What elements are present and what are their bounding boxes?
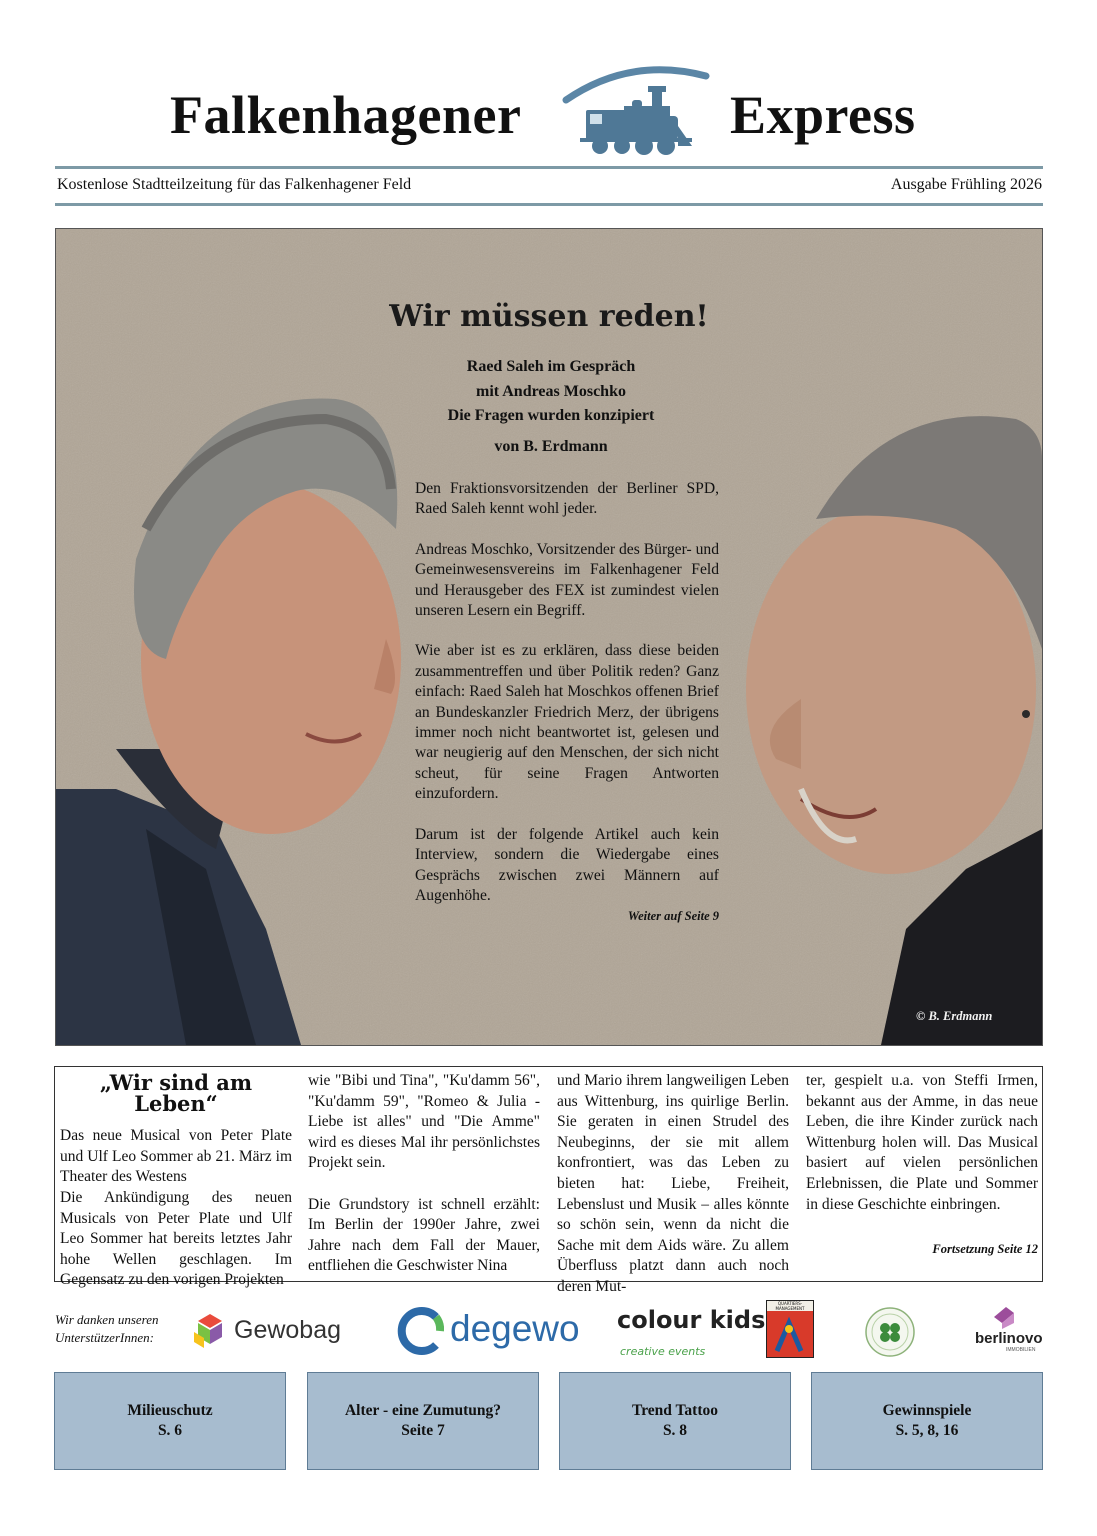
- qm-label: QUARTIERS-MANAGEMENT: [767, 1301, 813, 1311]
- gewobag-logo-icon: [192, 1312, 228, 1350]
- article-column-1: [60, 1071, 292, 1291]
- article-paragraph: Das neue Musical von Peter Plate und Ulf Leo Sommer ab 21. März im Theater des Westens: [60, 1127, 292, 1186]
- article-paragraph: wie "Bibi und Tina", "Ku'damm 56", "Ku'damm 59", "Romeo & Julia - Liebe ist alles" und "Die Amme" wird es dieses Mal ihr persönlichstes Projekt sein.: [308, 1072, 540, 1172]
- article-paragraph: Die Grundstory ist schnell erzählt: Im Berlin der 1990er Jahre, zwei Jahre nach dem Fall der Mauer, entfliehen die Geschwister Nina: [308, 1195, 540, 1275]
- deck-line: mit Andreas Moschko: [476, 382, 626, 400]
- clover-seal-icon: [864, 1306, 916, 1358]
- article-column-3: [557, 1071, 789, 1298]
- degewo-logo-icon: [396, 1307, 444, 1355]
- cover-headline: Wir müssen reden!: [389, 299, 709, 334]
- sponsor-berlinovo: berlinovo: [975, 1330, 1043, 1347]
- teaser-alter[interactable]: [307, 1372, 539, 1470]
- teaser-page: S. 5, 8, 16: [895, 1422, 959, 1439]
- photo-credit: © B. Erdmann: [916, 1009, 993, 1023]
- cover-intro: [415, 479, 719, 926]
- teaser-page: S. 6: [157, 1422, 183, 1439]
- locomotive-icon: [560, 62, 710, 162]
- teaser-milieuschutz[interactable]: [54, 1372, 286, 1470]
- intro-paragraph: Wie aber ist es zu erklären, dass diese beiden zusammentreffen und über Politik reden? Ganz einfach: Raed Saleh hat Moschkos offenen Brief an Bundeskanzler Friedrich Merz, der übrigens immer noch nicht beantwortet ist, gelesen und war neugierig auf den Menschen, der sich nicht scheut, für seine Fragen Antworten einzufordern.: [415, 642, 719, 803]
- masthead-rule-bottom: [55, 203, 1043, 206]
- thanks-line: UnterstützerInnen:: [55, 1330, 154, 1345]
- teaser-title: Trend Tattoo: [632, 1402, 718, 1419]
- edition-label: Ausgabe Frühling 2026: [890, 176, 1042, 193]
- cover-byline: von B. Erdmann: [494, 437, 608, 455]
- intro-paragraph: Den Fraktionsvorsitzenden der Berliner SPD, Raed Saleh kennt wohl jeder.: [415, 480, 719, 518]
- teaser-title: Milieuschutz: [127, 1402, 213, 1419]
- sponsor-gewobag: Gewobag: [234, 1316, 342, 1344]
- teaser-gewinnspiele[interactable]: [811, 1372, 1043, 1470]
- masthead-title-right: Express: [730, 85, 916, 145]
- intro-paragraph: Darum ist der folgende Artikel auch kein Interview, sondern die Wiedergabe eines Gesprächs zwischen zwei Männern auf Augenhöhe.: [415, 825, 719, 904]
- quartiersmanagement-logo: [766, 1300, 814, 1358]
- article-paragraph: und Mario ihrem langweiligen Leben aus Wittenburg, ins quirlige Berlin. Sie geraten in einen Strudel des Neubeginns, der sie mit allem konfrontiert, was das Leben zu bieten hat: Liebe, Freiheit, Lebenslust und Musik – alles könnte so schön sein, wenn da nicht die Sache mit dem Aids wäre. Zu allem Überfluss platzt dann auch noch deren Mut-: [557, 1072, 789, 1295]
- article-column-4: [806, 1071, 1038, 1260]
- article-box: [54, 1066, 1043, 1295]
- berlinovo-logo-icon: [990, 1303, 1018, 1329]
- sponsor-colourkids-sub: creative events: [620, 1345, 706, 1358]
- cover-deck: [336, 355, 766, 459]
- thanks-line: Wir danken unseren: [55, 1312, 159, 1327]
- article-continued-link[interactable]: Fortsetzung Seite 12: [932, 1242, 1038, 1257]
- cover-photo: [55, 228, 1043, 1046]
- sponsor-degewo: degewo: [450, 1308, 580, 1349]
- intro-paragraph: Andreas Moschko, Vorsitzender des Bürger- und Gemeinwesensvereins im Falkenhagener Feld und Herausgeber des FEX ist zumindest vielen unseren Lesern ein Begriff.: [415, 540, 719, 620]
- qm-figure-icon: [767, 1311, 813, 1357]
- sponsors-thanks: [55, 1311, 159, 1347]
- teaser-title: Alter - eine Zumutung?: [344, 1402, 501, 1419]
- teaser-page: S. 8: [662, 1422, 688, 1439]
- masthead-title-left: Falkenhagener: [170, 85, 522, 145]
- continued-link[interactable]: Weiter auf Seite 9: [627, 909, 719, 923]
- deck-line: Die Fragen wurden konzipiert: [447, 407, 655, 424]
- sponsor-berlinovo-sub: IMMOBILIEN: [1006, 1347, 1036, 1353]
- article-paragraph: ter, gespielt u.a. von Steffi Irmen, bekannt aus der Amme, in das neue Leben, die ihre Kinder zurück nach Wittenburg holen will. Das Musical basiert auf vielen persönlichen Erlebnissen, die Plate und Sommer in diese Geschichte einbringen.: [806, 1072, 1038, 1213]
- teaser-title: Gewinnspiele: [882, 1402, 972, 1419]
- article-column-2: [308, 1071, 540, 1277]
- article-paragraph: Die Ankündigung des neuen Musicals von Peter Plate und Ulf Leo Sommer hat bereits letztes Jahr hohe Wellen geschlagen. Im Gegensatz zu den vorigen Projekten: [60, 1188, 292, 1289]
- masthead-subtitle: Kostenlose Stadtteilzeitung für das Falkenhagener Feld: [57, 176, 412, 193]
- deck-line: Raed Saleh im Gespräch: [466, 358, 636, 375]
- masthead-rule-top: [55, 166, 1043, 169]
- article-title: „Wir sind am Leben“: [99, 1070, 253, 1116]
- teaser-page: Seite 7: [401, 1422, 445, 1439]
- sponsor-colourkids: colour kids: [617, 1306, 766, 1334]
- teaser-tattoo[interactable]: [559, 1372, 791, 1470]
